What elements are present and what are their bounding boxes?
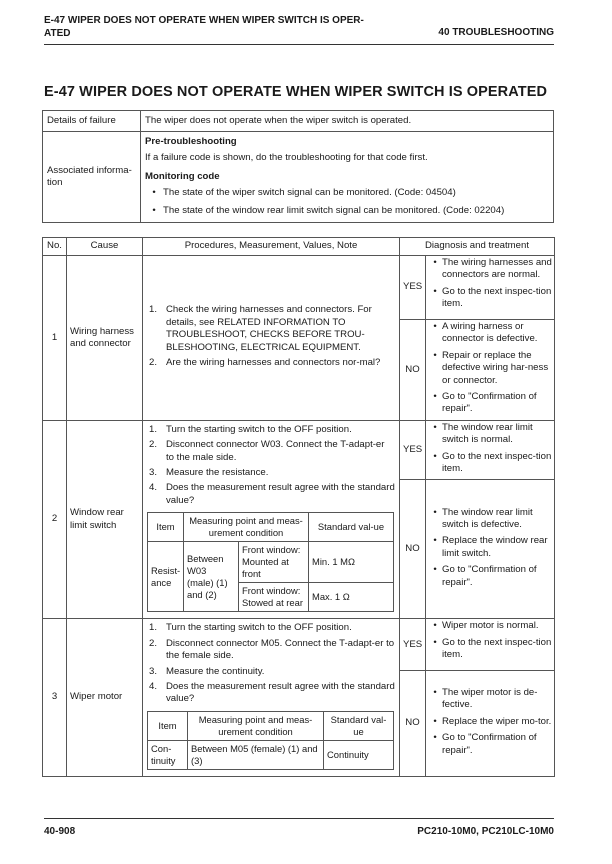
procedure-step: 1. Turn the starting switch to the OFF position.: [149, 622, 352, 634]
details-label: Details of failure: [43, 111, 141, 132]
procedure-step: 4. Does the measurement result agree with the standard value?: [149, 482, 395, 506]
header-chapter: 40 TROUBLESHOOTING: [438, 27, 554, 38]
yes-label: YES: [400, 420, 426, 480]
col-no: No.: [43, 238, 67, 256]
monitoring-bullet: • The state of the window rear limit switch signal can be monitored. (Code: 02204): [152, 204, 505, 216]
associated-row: [43, 132, 554, 223]
yes-diagnosis: • The wiring harnesses and connectors are normal. • Go to the next inspec-tion item.: [426, 256, 555, 320]
procedure-step: 1. Check the wiring harnesses and connectors. For details, see RELATED INFORMATION TO TROUBLESHOOT, CHECKS BEFORE TROU-BLESHOOTING, ELECTRICAL EQUIPMENT.: [149, 304, 372, 353]
pre-troubleshooting-text: If a failure code is shown, do the troubleshooting for that code first.: [145, 152, 428, 164]
troubleshooting-table: [42, 237, 555, 777]
yes-diagnosis: • The window rear limit switch is normal. • Go to the next inspec-tion item.: [426, 420, 555, 480]
footer-divider: [44, 818, 554, 819]
standard-value-table: [147, 711, 394, 770]
std-item: Resist-ance: [148, 542, 184, 612]
std-measuring-point: Between M05 (female) (1) and (3): [188, 740, 324, 769]
std-value: Max. 1 Ω: [309, 583, 394, 612]
row-cause: Window rear limit switch: [67, 420, 143, 618]
procedure-step: 1. Turn the starting switch to the OFF position.: [149, 423, 352, 435]
yes-diagnosis: • Wiper motor is normal. • Go to the next inspec-tion item.: [426, 619, 555, 671]
std-header-value: Standard val-ue: [324, 711, 394, 740]
procedure-step: 3. Measure the continuity.: [149, 665, 265, 677]
header-section-title: E-47 WIPER DOES NOT OPERATE WHEN WIPER SWITCH IS OPER-ATED: [44, 15, 364, 39]
yes-label: YES: [400, 619, 426, 671]
model-name: PC210-10M0, PC210LC-10M0: [417, 826, 554, 837]
monitoring-code-heading: Monitoring code: [145, 170, 220, 182]
pre-troubleshooting-heading: Pre-troubleshooting: [145, 136, 237, 147]
page-title: E-47 WIPER DOES NOT OPERATE WHEN WIPER SWITCH IS OPERATED: [44, 84, 548, 100]
procedure-step: 3. Measure the resistance.: [149, 467, 269, 479]
row-number: 3: [43, 619, 67, 776]
row-number: 2: [43, 420, 67, 618]
table-row: [43, 619, 555, 671]
table-row: [43, 420, 555, 480]
std-header-point: Measuring point and meas-urement condition: [184, 513, 309, 542]
std-condition: Front window: Stowed at rear: [239, 583, 309, 612]
yes-label: YES: [400, 256, 426, 320]
std-header-value: Standard val-ue: [309, 513, 394, 542]
procedure-step: 4. Does the measurement result agree with the standard value?: [149, 680, 395, 705]
no-diagnosis: • The window rear limit switch is defective. • Replace the window rear limit switch. • Go to "Confirmation of repair".: [426, 480, 555, 619]
details-row: [43, 111, 554, 132]
col-procedures: Procedures, Measurement, Values, Note: [143, 238, 400, 256]
associated-label: Associated informa-tion: [43, 132, 141, 223]
standard-value-table: [147, 512, 394, 612]
table-row: [43, 256, 555, 320]
details-text: The wiper does not operate when the wiper switch is operated.: [141, 111, 554, 132]
row-cause: Wiper motor: [67, 619, 143, 776]
procedure-step: 2. Are the wiring harnesses and connectors nor-mal?: [149, 357, 381, 369]
std-condition: Front window: Mounted at front: [239, 542, 309, 583]
no-diagnosis: • A wiring harness or connector is defective. • Repair or replace the defective wiring har-ness or connector. • Go to "Confirmation of repair".: [426, 320, 555, 421]
failure-info-table: [42, 110, 554, 223]
page-number: 40-908: [44, 826, 76, 837]
row-cause: Wiring harness and connector: [67, 256, 143, 421]
monitoring-bullet: • The state of the wiper switch signal can be monitored. (Code: 04504): [152, 187, 456, 199]
std-header-item: Item: [148, 513, 184, 542]
std-value: Continuity: [324, 740, 394, 769]
row-procedure: [143, 420, 400, 618]
std-measuring-point: Between W03 (male) (1) and (2): [184, 542, 239, 612]
row-procedure: [143, 256, 400, 421]
row-number: 1: [43, 256, 67, 421]
column-header-row: [43, 238, 555, 256]
no-diagnosis: • The wiper motor is de-fective. • Replace the wiper mo-tor. • Go to "Confirmation of repair".: [426, 671, 555, 776]
std-value: Min. 1 MΩ: [309, 542, 394, 583]
col-diagnosis: Diagnosis and treatment: [400, 238, 555, 256]
col-cause: Cause: [67, 238, 143, 256]
procedure-step: 2. Disconnect connector M05. Connect the T-adapt-er to the female side.: [149, 637, 395, 662]
no-label: NO: [400, 320, 426, 421]
no-label: NO: [400, 671, 426, 776]
std-header-point: Measuring point and meas-urement condition: [188, 711, 324, 740]
no-label: NO: [400, 480, 426, 619]
row-procedure: [143, 619, 400, 776]
std-item: Con-tinuity: [148, 740, 188, 769]
procedure-step: 2. Disconnect connector W03. Connect the T-adapt-er to the male side.: [149, 439, 385, 463]
std-header-item: Item: [148, 711, 188, 740]
header-divider: [44, 44, 554, 45]
